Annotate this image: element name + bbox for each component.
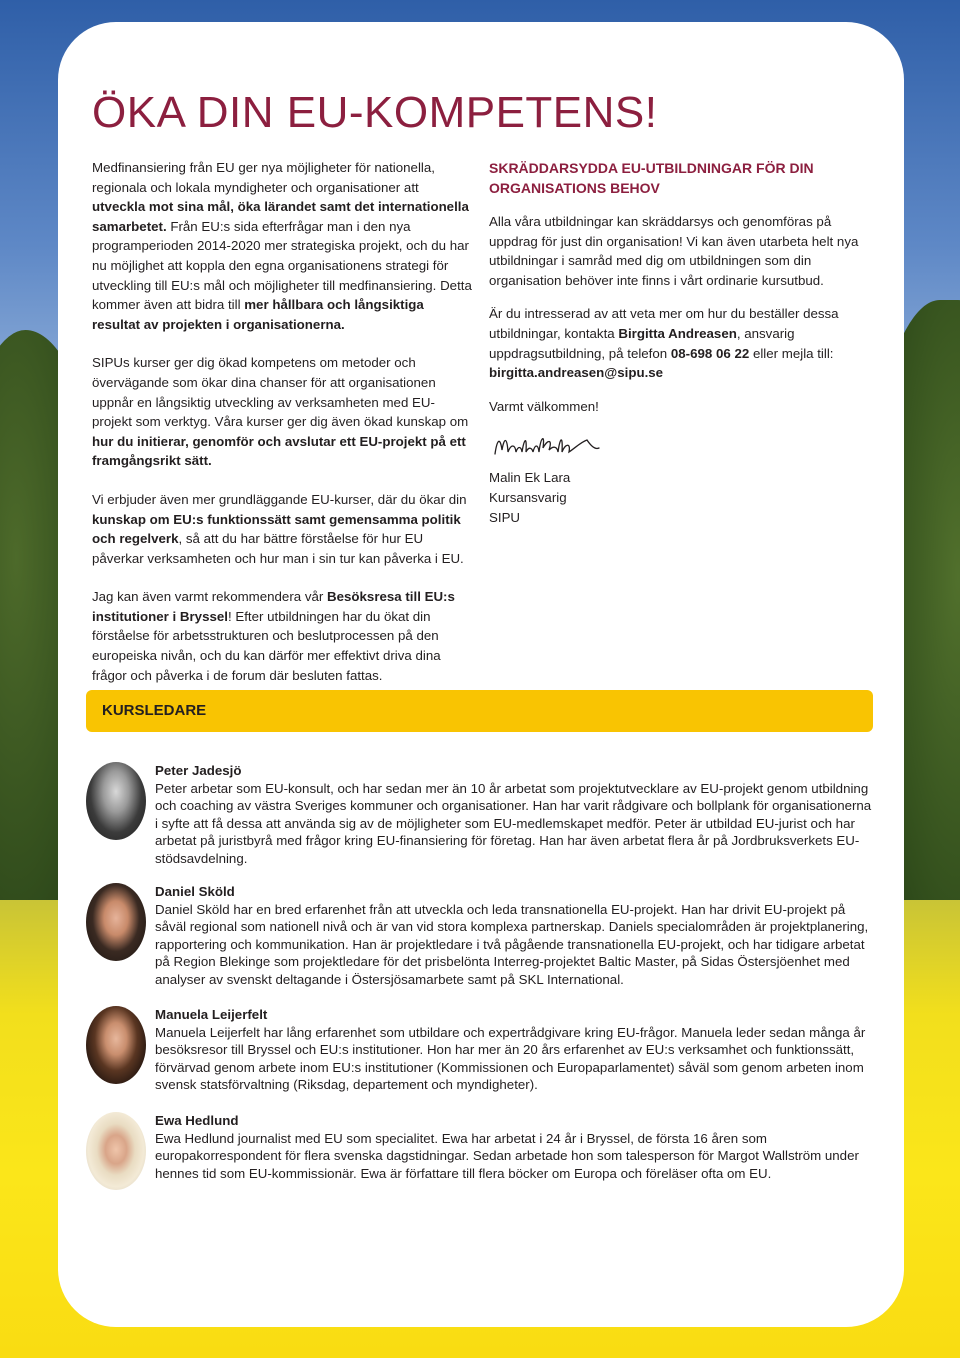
greeting: Varmt välkommen! <box>489 398 599 414</box>
avatar <box>86 1006 146 1084</box>
kursledare-banner <box>86 690 873 732</box>
body-text: , så att du har bättre förståelse för hur EU påverkar verksamheten och hur man i sin tur kan påverka i EU. <box>92 531 464 566</box>
bold-text: Birgitta Andreasen <box>618 325 737 341</box>
bold-text: birgitta.andreasen@sipu.se <box>489 365 664 381</box>
bold-text: hur du initierar, genomför och avslutar ett EU-projekt på ett framgångsrikt sätt. <box>92 433 466 469</box>
avatar <box>86 883 146 961</box>
body-text: SIPUs kurser ger dig ökad kompetens om metoder och övervägande som ökar dina chanser för att organisationen uppnår en långsiktig utveckling av verksamheten med EU-projekt som verktyg. Våra kurser ger dig även ökad kunskap om <box>92 355 469 430</box>
leader-name: Peter Jadesjö <box>155 763 242 778</box>
leader-name: Daniel Sköld <box>155 884 235 899</box>
left-paragraph-4 <box>92 587 474 685</box>
bold-text: mer hållbara och långsiktiga resultat av projekten i organisationerna. <box>92 297 424 332</box>
handwritten-signature <box>491 430 601 462</box>
leader-bio: Daniel Sköld har en bred erfarenhet från att utveckla och leda transnationella EU-projekt. Han har drivit EU-projekt på såväl regional som nationell nivå och är van vid stora komplexa partnerskap. Daniels specialområden är projektplanering, rapportering och kommunikation. Han är projektledare i två pågående transnationella EU-projekt, och har tidigare arbetat på Region Blekinge som projektledare för det prisbelönta Interreg-projektet Baltic Master, på Sidas Östersjöenhet med analyser av svenskt deltagande i Östersjösamarbete samt på SKL International. <box>155 901 869 987</box>
signer-name: Malin Ek Lara <box>489 470 571 486</box>
bold-text: utveckla mot sina mål, öka lärandet samt det internationella samarbetet. <box>92 199 469 234</box>
body-text: Medfinansiering från EU ger nya möjligheter för nationella, regionala och lokala myndigheter och organisationer att <box>92 160 435 195</box>
page-title: ÖKA DIN EU-KOMPETENS! <box>92 88 658 137</box>
avatar <box>86 762 146 840</box>
bold-text: Besöksresa till EU:s institutioner i Bryssel <box>92 589 455 624</box>
leader-bio: Peter arbetar som EU-konsult, och har sedan mer än 10 år arbetat som projektutvecklare av EU-projekt genom utbildning och coaching av västra Sveriges kommuner och organisationer. Han har varit rådgivare och bollplank för organisationerna i syfte att få dessa att använda sig av de möjligheter som EU-medlemskapet medför. Peter är utbildad EU-jurist och har arbetat på juristbyrå med frågor kring EU-finansiering för företag. Han har även arbetat flera år på Jordbruksverkets EU-stödsavdelning. <box>155 780 872 866</box>
signer-org: SIPU <box>489 509 521 525</box>
left-paragraph-2 <box>92 353 474 471</box>
right-paragraph-1 <box>489 212 859 290</box>
left-paragraph-1 <box>92 158 474 334</box>
body-text: Alla våra utbildningar kan skräddarsys och genomföras på uppdrag för just din organisation! Vi kan även utarbeta helt nya utbildningar i samråd med dig om utbildningen som din organisation behöver inte finns i vårt ordinarie kursutbud. <box>489 214 859 288</box>
kursledare-label: KURSLEDARE <box>102 702 207 719</box>
leader-name: Ewa Hedlund <box>155 1113 239 1128</box>
signer-role: Kursansvarig <box>489 489 567 505</box>
body-text: Är du intresserad av att veta mer om hur du beställer dessa utbildningar, kontakta <box>489 306 839 341</box>
signer-block <box>489 468 859 527</box>
left-column <box>92 158 474 704</box>
body-text: Jag kan även varmt rekommendera vår <box>92 589 328 605</box>
bold-text: 08-698 06 22 <box>670 345 750 361</box>
right-paragraph-2 <box>489 304 859 382</box>
body-text: , ansvarig uppdragsutbildning, på telefon <box>489 325 795 361</box>
avatar <box>86 1112 146 1190</box>
leader-bio: Ewa Hedlund journalist med EU som specialitet. Ewa har arbetat i 24 år i Bryssel, de första 16 åren som europakorrespondent för flera svenska dagstidningar. Sedan arbetade hon som talesperson för Margot Wallström under hennes tid som EU-kommissionär. Ewa är författare till flera böcker om Europa och föreläser ofta om EU. <box>155 1130 859 1181</box>
leader-bio: Manuela Leijerfelt har lång erfarenhet som utbildare och expertrådgivare kring EU-frågor. Manuela leder sedan många år besöksresor till Bryssel och EU:s institutioner. Hon har mer än 20 års erfarenhet av EU:s verksamhet och funktionssätt, förvärvad genom arbete inom EU:s institutioner (Kommissionen och Europaparlamentet) såväl som genom arbeten inom svensk statsförvaltning (Riksdag, departement och myndigheter). <box>155 1024 866 1093</box>
body-text: ! Efter utbildningen har du ökat din förståelse för arbetsstrukturen och beslutprocessen på den europeiska nivån, och du kan därför mer effektivt driva dina frågor och påverka i de forum där besluten fattas. <box>92 608 441 683</box>
section-heading: SKRÄDDARSYDDA EU-UTBILDNINGAR FÖR DIN ORGANISATIONS BEHOV <box>489 160 814 196</box>
left-paragraph-3 <box>92 490 474 568</box>
body-text: eller mejla till: <box>749 345 834 361</box>
right-column <box>489 158 859 527</box>
leader-name: Manuela Leijerfelt <box>155 1007 268 1022</box>
bold-text: kunskap om EU:s funktionssätt samt gemensamma politik och regelverk <box>92 511 461 547</box>
body-text: Vi erbjuder även mer grundläggande EU-kurser, där du ökar din <box>92 491 467 507</box>
body-text: Från EU:s sida efterfrågar man i den nya programperioden 2014-2020 mer strategiska projekt, och du har nu möjlighet att koppla den egna organisationens strategi för utveckling till EU:s mål och möjligheter till medfinansiering. Detta kommer även att bidra till <box>92 218 472 313</box>
